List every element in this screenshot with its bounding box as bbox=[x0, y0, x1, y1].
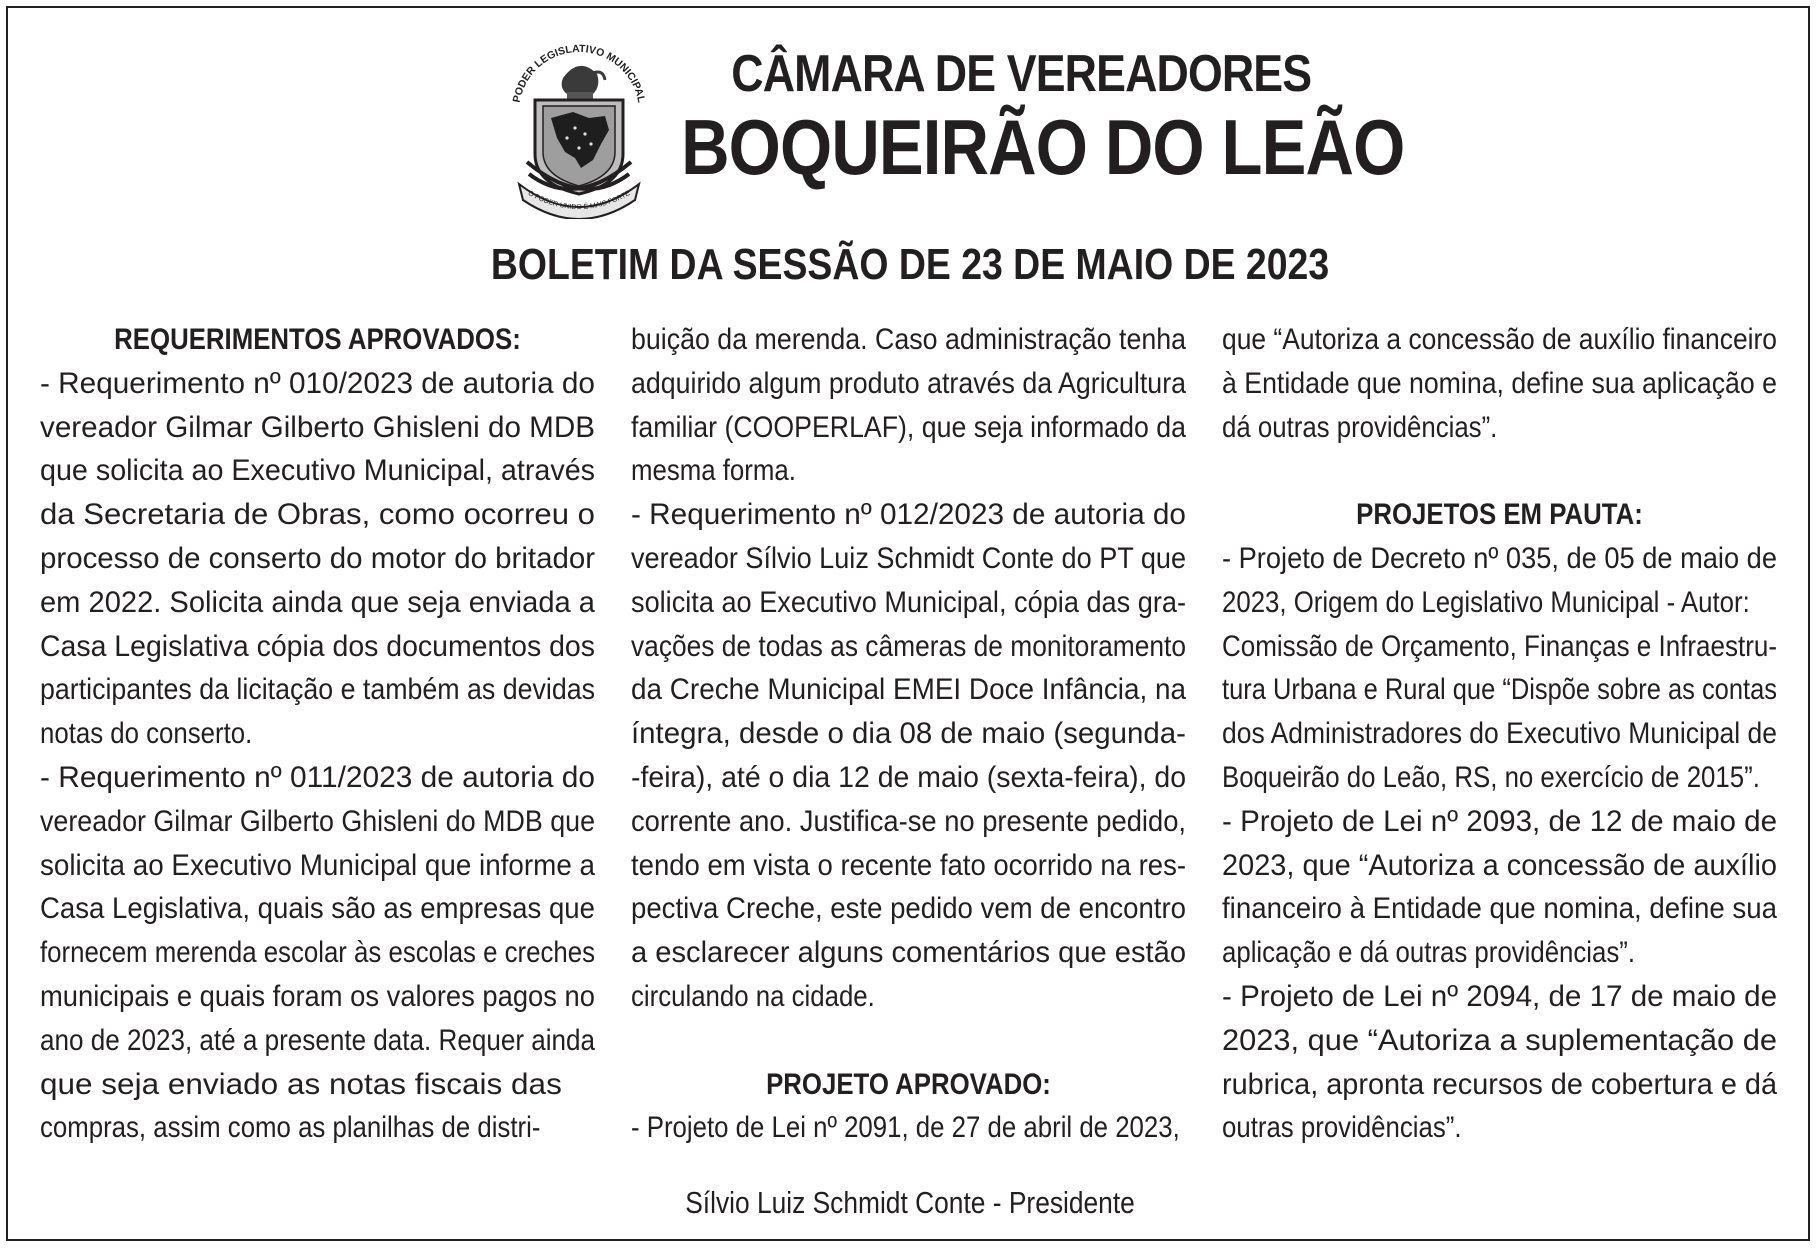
text-line: 2023, que “Autoriza a suplementação de bbox=[1222, 1023, 1778, 1057]
text-line: - Requerimento nº 010/2023 de autoria do bbox=[40, 366, 595, 400]
text-line: Boqueirão do Leão, RS, no exercício de 2015”. bbox=[1222, 760, 1760, 794]
org-name-line2: BOQUEIRÃO DO LEÃO bbox=[681, 103, 1405, 191]
text-line: notas do conserto. bbox=[40, 717, 253, 751]
text-line: processo de conserto do motor do britador bbox=[40, 541, 596, 575]
org-name-line1: CÂMARA DE VEREADORES bbox=[731, 45, 1312, 103]
text-line: da Creche Municipal EMEI Doce Infância, na bbox=[631, 673, 1187, 707]
text-line: financeiro à Entidade que nomina, define sua bbox=[1222, 892, 1778, 926]
text-line: outras providências”. bbox=[1222, 1111, 1462, 1145]
text-line: vereador Gilmar Gilberto Ghisleni do MDB que bbox=[40, 804, 596, 838]
text-line: 2023, que “Autoriza a concessão de auxílio bbox=[1222, 848, 1778, 882]
text-line: - Projeto de Decreto nº 035, de 05 de maio de bbox=[1222, 541, 1777, 575]
text-line: fornecem merenda escolar às escolas e creches bbox=[40, 936, 595, 970]
text-line: Casa Legislativa, quais são as empresas que bbox=[40, 892, 595, 926]
text-line: municipais e quais foram os valores pagos no bbox=[40, 979, 595, 1013]
text-line: buição da merenda. Caso administração tenha bbox=[631, 323, 1186, 356]
bulletin-title: BOLETIM DA SESSÃO DE 23 DE MAIO DE 2023 bbox=[490, 240, 1330, 289]
text-line: vereador Gilmar Gilberto Ghisleni do MDB bbox=[40, 410, 596, 444]
blank-line bbox=[1222, 449, 1777, 493]
text-line: ano de 2023, até a presente data. Requer ainda bbox=[40, 1023, 596, 1057]
seal-motto-text: O PODER UNIDO É MAIS FORTE bbox=[526, 189, 632, 212]
text-line: - Requerimento nº 011/2023 de autoria do bbox=[40, 760, 596, 794]
president-signature: Sílvio Luiz Schmidt Conte - Presidente bbox=[685, 1185, 1135, 1220]
text-line: da Secretaria de Obras, como ocorreu o bbox=[40, 498, 595, 532]
text-line: tura Urbana e Rural que “Dispõe sobre as contas bbox=[1222, 673, 1777, 707]
column-2 bbox=[631, 318, 1186, 1150]
text-line: dos Administradores do Executivo Municipal de bbox=[1222, 717, 1777, 751]
text-line: compras, assim como as planilhas de distri- bbox=[40, 1111, 541, 1145]
text-line: que seja enviado as notas fiscais das bbox=[40, 1067, 562, 1101]
section-heading: PROJETOS EM PAUTA: bbox=[1356, 498, 1643, 532]
text-line: participantes da licitação e também as devidas bbox=[40, 673, 596, 707]
text-line: Casa Legislativa cópia dos documentos dos bbox=[40, 629, 595, 663]
column-1 bbox=[40, 318, 595, 1150]
column-3 bbox=[1222, 318, 1777, 1150]
text-line: Comissão de Orçamento, Finanças e Infraestru- bbox=[1222, 629, 1777, 663]
text-line: -feira), até o dia 12 de maio (sexta-feira), do bbox=[631, 760, 1187, 794]
text-line: - Projeto de Lei nº 2093, de 12 de maio de bbox=[1222, 804, 1778, 838]
text-line: íntegra, desde o dia 08 de maio (segunda- bbox=[631, 717, 1186, 751]
text-line: circulando na cidade. bbox=[631, 979, 875, 1013]
text-line: que solicita ao Executivo Municipal, através bbox=[40, 454, 596, 488]
text-line: - Projeto de Lei nº 2091, de 27 de abril de 2023, bbox=[631, 1111, 1180, 1145]
text-line: - Requerimento nº 012/2023 de autoria do bbox=[631, 498, 1186, 532]
seal-top-text: PODER LEGISLATIVO MUNICIPAL bbox=[510, 42, 648, 104]
text-line: vereador Sílvio Luiz Schmidt Conte do PT que bbox=[631, 541, 1187, 575]
text-line: rubrica, apronta recursos de cobertura e dá bbox=[1222, 1067, 1778, 1101]
text-line: solicita ao Executivo Municipal que informe a bbox=[40, 848, 595, 882]
text-line: que “Autoriza a concessão de auxílio financeiro bbox=[1222, 323, 1777, 356]
text-line: em 2022. Solicita ainda que seja enviada a bbox=[40, 585, 595, 619]
section-heading: REQUERIMENTOS APROVADOS: bbox=[114, 323, 521, 356]
text-line: à Entidade que nomina, define sua aplicação e bbox=[1222, 366, 1777, 400]
text-line: corrente ano. Justifica-se no presente pedido, bbox=[631, 804, 1187, 838]
municipal-seal-icon bbox=[505, 34, 653, 219]
section-heading: PROJETO APROVADO: bbox=[766, 1067, 1051, 1101]
text-line: mesma forma. bbox=[631, 454, 796, 488]
text-line: adquirido algum produto através da Agricultura bbox=[631, 366, 1186, 400]
text-line: familiar (COOPERLAF), que seja informado da bbox=[631, 410, 1186, 444]
text-line: solicita ao Executivo Municipal, cópia das gra- bbox=[631, 585, 1186, 619]
text-line: a esclarecer alguns comentários que estão bbox=[631, 936, 1187, 970]
text-line: pectiva Creche, este pedido vem de encontro bbox=[631, 892, 1186, 926]
text-line: aplicação e dá outras providências”. bbox=[1222, 936, 1636, 970]
text-line: 2023, Origem do Legislativo Municipal - Autor: bbox=[1222, 585, 1750, 619]
text-line: dá outras providências”. bbox=[1222, 410, 1498, 444]
blank-line bbox=[631, 1019, 1186, 1063]
text-line: tendo em vista o recente fato ocorrido na res- bbox=[631, 848, 1187, 882]
text-line: vações de todas as câmeras de monitoramento bbox=[631, 629, 1186, 663]
text-line: - Projeto de Lei nº 2094, de 17 de maio de bbox=[1222, 979, 1778, 1013]
